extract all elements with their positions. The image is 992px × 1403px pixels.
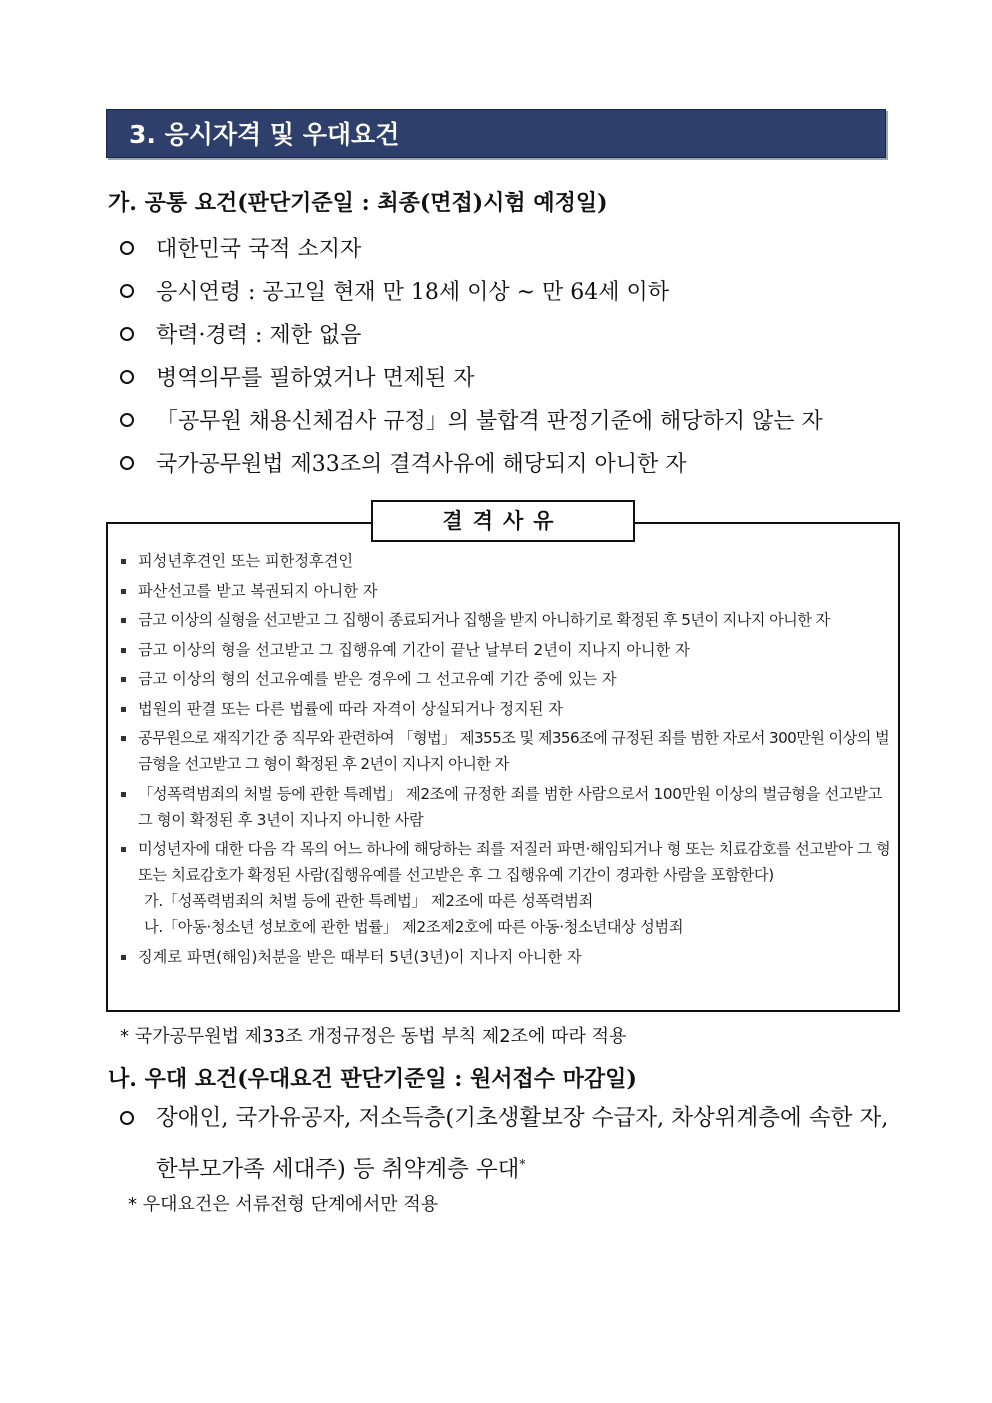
list-item: 파산선고를 받고 복권되지 아니한 자 (118, 578, 892, 604)
square-bullet-icon (121, 847, 126, 852)
preference-item: 장애인, 국가유공자, 저소득층(기초생활보장 수급자, 차상위계층에 속한 자, 한부모가족 세대주) 등 취약계층 우대* (118, 1095, 898, 1193)
list-item: 「성폭력범죄의 처벌 등에 관한 특례법」 제2조에 규정한 죄를 범한 사람으로서 100만원 이상의 벌금형을 선고받고 그 형이 확정된 후 3년이 지나지 아니한 사람 (118, 781, 892, 833)
square-bullet-icon (121, 648, 126, 653)
circle-bullet-icon (120, 370, 134, 384)
list-item: 「공무원 채용신체검사 규정」의 불합격 판정기준에 해당하지 않는 자 (118, 404, 823, 447)
square-bullet-icon (121, 955, 126, 960)
list-item: 피성년후견인 또는 피한정후견인 (118, 548, 892, 574)
list-item: 대한민국 국적 소지자 (118, 232, 823, 275)
common-requirements-list (118, 232, 823, 490)
square-bullet-icon (121, 677, 126, 682)
circle-bullet-icon (120, 413, 134, 427)
disqualification-list (118, 548, 892, 973)
footnote-article33: * 국가공무원법 제33조 개정규정은 동법 부칙 제2조에 따라 적용 (120, 1026, 627, 1047)
section-title: 3. 응시자격 및 우대요건 (106, 109, 886, 158)
circle-bullet-icon (120, 241, 134, 255)
sub-item: 나.「아동·청소년 성보호에 관한 법률」 제2조제2호에 따른 아동·청소년대상 성범죄 (144, 918, 684, 936)
list-item: 응시연령 : 공고일 현재 만 18세 이상 ~ 만 64세 이하 (118, 275, 823, 318)
list-item: 공무원으로 재직기간 중 직무와 관련하여 「형법」 제355조 및 제356조에 규정된 죄를 범한 자로서 300만원 이상의 벌금형을 선고받고 그 형이 확정된 후 2년이 지나지 아니한 자 (118, 725, 892, 777)
list-item: 학력·경력 : 제한 없음 (118, 318, 823, 361)
list-item: 금고 이상의 실형을 선고받고 그 집행이 종료되거나 집행을 받지 아니하기로 확정된 후 5년이 지나지 아니한 자 (118, 607, 892, 633)
square-bullet-icon (121, 707, 126, 712)
list-item: 법원의 판결 또는 다른 법률에 따라 자격이 상실되거나 정지된 자 (118, 696, 892, 722)
sub-item: 가.「성폭력범죄의 처벌 등에 관한 특례법」 제2조에 따른 성폭력범죄 (144, 892, 594, 910)
list-item: 징계로 파면(해임)처분을 받은 때부터 5년(3년)이 지나지 아니한 자 (118, 944, 892, 970)
asterisk-mark: * (519, 1157, 526, 1171)
square-bullet-icon (121, 589, 126, 594)
circle-bullet-icon (120, 327, 134, 341)
common-requirements-heading: 가. 공통 요건(판단기준일 : 최종(면접)시험 예정일) (108, 190, 608, 216)
square-bullet-icon (121, 559, 126, 564)
square-bullet-icon (121, 618, 126, 623)
square-bullet-icon (121, 736, 126, 741)
circle-bullet-icon (120, 284, 134, 298)
list-item: 미성년자에 대한 다음 각 목의 어느 하나에 해당하는 죄를 저질러 파면·해임되거나 형 또는 치료감호를 선고받아 그 형 또는 치료감호가 확정된 사람(집행유예를 선고받은 후 그 집행유예 기간이 경과한 사람을 포함한다) 가.「성폭력범죄의 처벌 등에 관한 특례법」 제2조에 따른 성폭력범죄 나.「아동·청소년 성보호에 관한 법률」 제2조제2호에 따른 아동·청소년대상 성범죄 (118, 836, 892, 940)
list-item: 금고 이상의 형의 선고유예를 받은 경우에 그 선고유예 기간 중에 있는 자 (118, 666, 892, 692)
disqualification-title: 결격사유 (371, 500, 635, 542)
preference-heading: 나. 우대 요건(우대요건 판단기준일 : 원서접수 마감일) (108, 1066, 637, 1092)
list-item: 국가공무원법 제33조의 결격사유에 해당되지 아니한 자 (118, 447, 823, 490)
circle-bullet-icon (120, 1111, 134, 1125)
list-item: 병역의무를 필하였거나 면제된 자 (118, 361, 823, 404)
list-item: 금고 이상의 형을 선고받고 그 집행유예 기간이 끝난 날부터 2년이 지나지 아니한 자 (118, 637, 892, 663)
square-bullet-icon (121, 792, 126, 797)
circle-bullet-icon (120, 456, 134, 470)
footnote-preference: * 우대요건은 서류전형 단계에서만 적용 (128, 1194, 439, 1215)
